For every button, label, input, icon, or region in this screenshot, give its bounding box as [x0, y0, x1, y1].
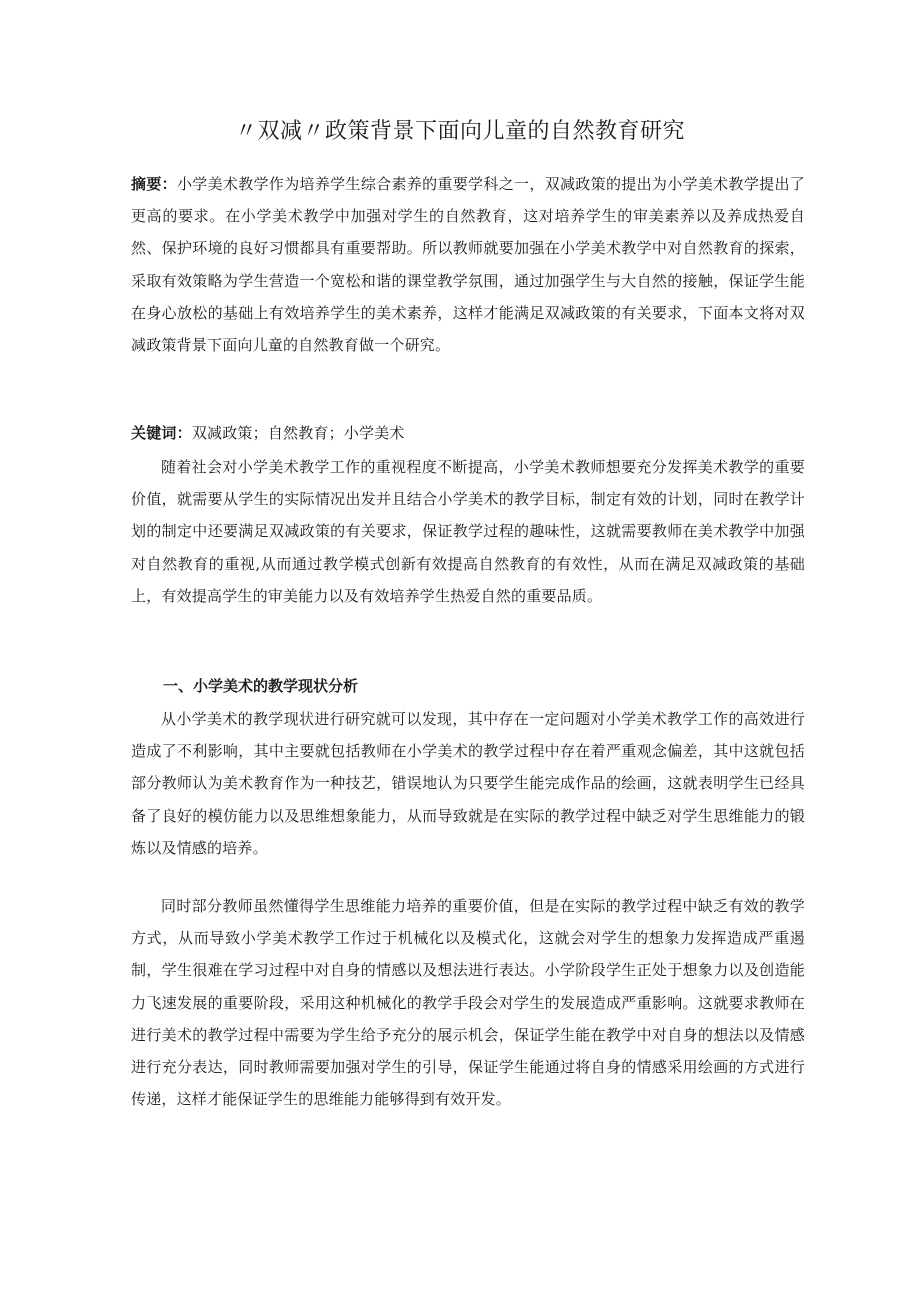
- abstract-label: 摘要：: [131, 175, 177, 193]
- abstract-text: 小学美术教学作为培养学生综合素养的重要学科之一，双减政策的提出为小学美术教学提出了更高的要求。在小学美术教学中加强对学生的自然教育，这对培养学生的审美素养以及养成热爱自然、保护环境的良好习惯都具有重要帮助。所以教师就要加强在小学美术教学中对自然教育的探索，采取有效策略为学生营造一个宽松和谐的课堂教学氛围，通过加强学生与大自然的接触，保证学生能在身心放松的基础上有效培养学生的美术素养，这样才能满足双减政策的有关要求，下面本文将对双减政策背景下面向儿童的自然教育做一个研究。: [131, 175, 805, 355]
- abstract-paragraph: [131, 168, 805, 361]
- keywords-line: [131, 417, 805, 449]
- body-paragraph: 从小学美术的教学现状进行研究就可以发现，其中存在一定问题对小学美术教学工作的高效进行造成了不利影响，其中主要就包括教师在小学美术的教学过程中存在着严重观念偏差，其中这就包括部分教师认为美术教育作为一种技艺，错误地认为只要学生能完成作品的绘画，这就表明学生已经具备了良好的模仿能力以及思维想象能力，从而导致就是在实际的教学过程中缺乏对学生思维能力的锻炼以及情感的培养。: [131, 710, 805, 857]
- section-heading: 一、小学美术的教学现状分析: [163, 677, 359, 695]
- intro-paragraph: 随着社会对小学美术教学工作的重视程度不断提高，小学美术教师想要充分发挥美术教学的重要价值，就需要从学生的实际情况出发并且结合小学美术的教学目标，制定有效的计划，同时在教学计划的制定中还要满足双减政策的有关要求，保证教学过程的趣味性，这就需要教师在美术教学中加强对自然教育的重视,从而通过教学模式创新有效提高自然教育的有效性，从而在满足双减政策的基础上，有效提高学生的审美能力以及有效培养学生热爱自然的重要品质。: [131, 458, 805, 605]
- body-paragraph: 同时部分教师虽然懂得学生思维能力培养的重要价值，但是在实际的教学过程中缺乏有效的教学方式，从而导致小学美术教学工作过于机械化以及模式化，这就会对学生的想象力发挥造成严重遏制，学生很难在学习过程中对自身的情感以及想法进行表达。小学阶段学生正处于想象力以及创造能力飞速发展的重要阶段，采用这种机械化的教学手段会对学生的发展造成严重影响。这就要求教师在进行美术的教学过程中需要为学生给予充分的展示机会，保证学生能在教学中对自身的想法以及情感进行充分表达，同时教师需要加强对学生的引导，保证学生能通过将自身的情感采用绘画的方式进行传递，这样才能保证学生的思维能力能够得到有效开发。: [131, 897, 805, 1109]
- document-title: 〃双减〃政策背景下面向儿童的自然教育研究: [234, 119, 685, 144]
- keywords-text: 双减政策；自然教育；小学美术: [191, 424, 405, 442]
- keywords-label: 关键词：: [131, 424, 192, 442]
